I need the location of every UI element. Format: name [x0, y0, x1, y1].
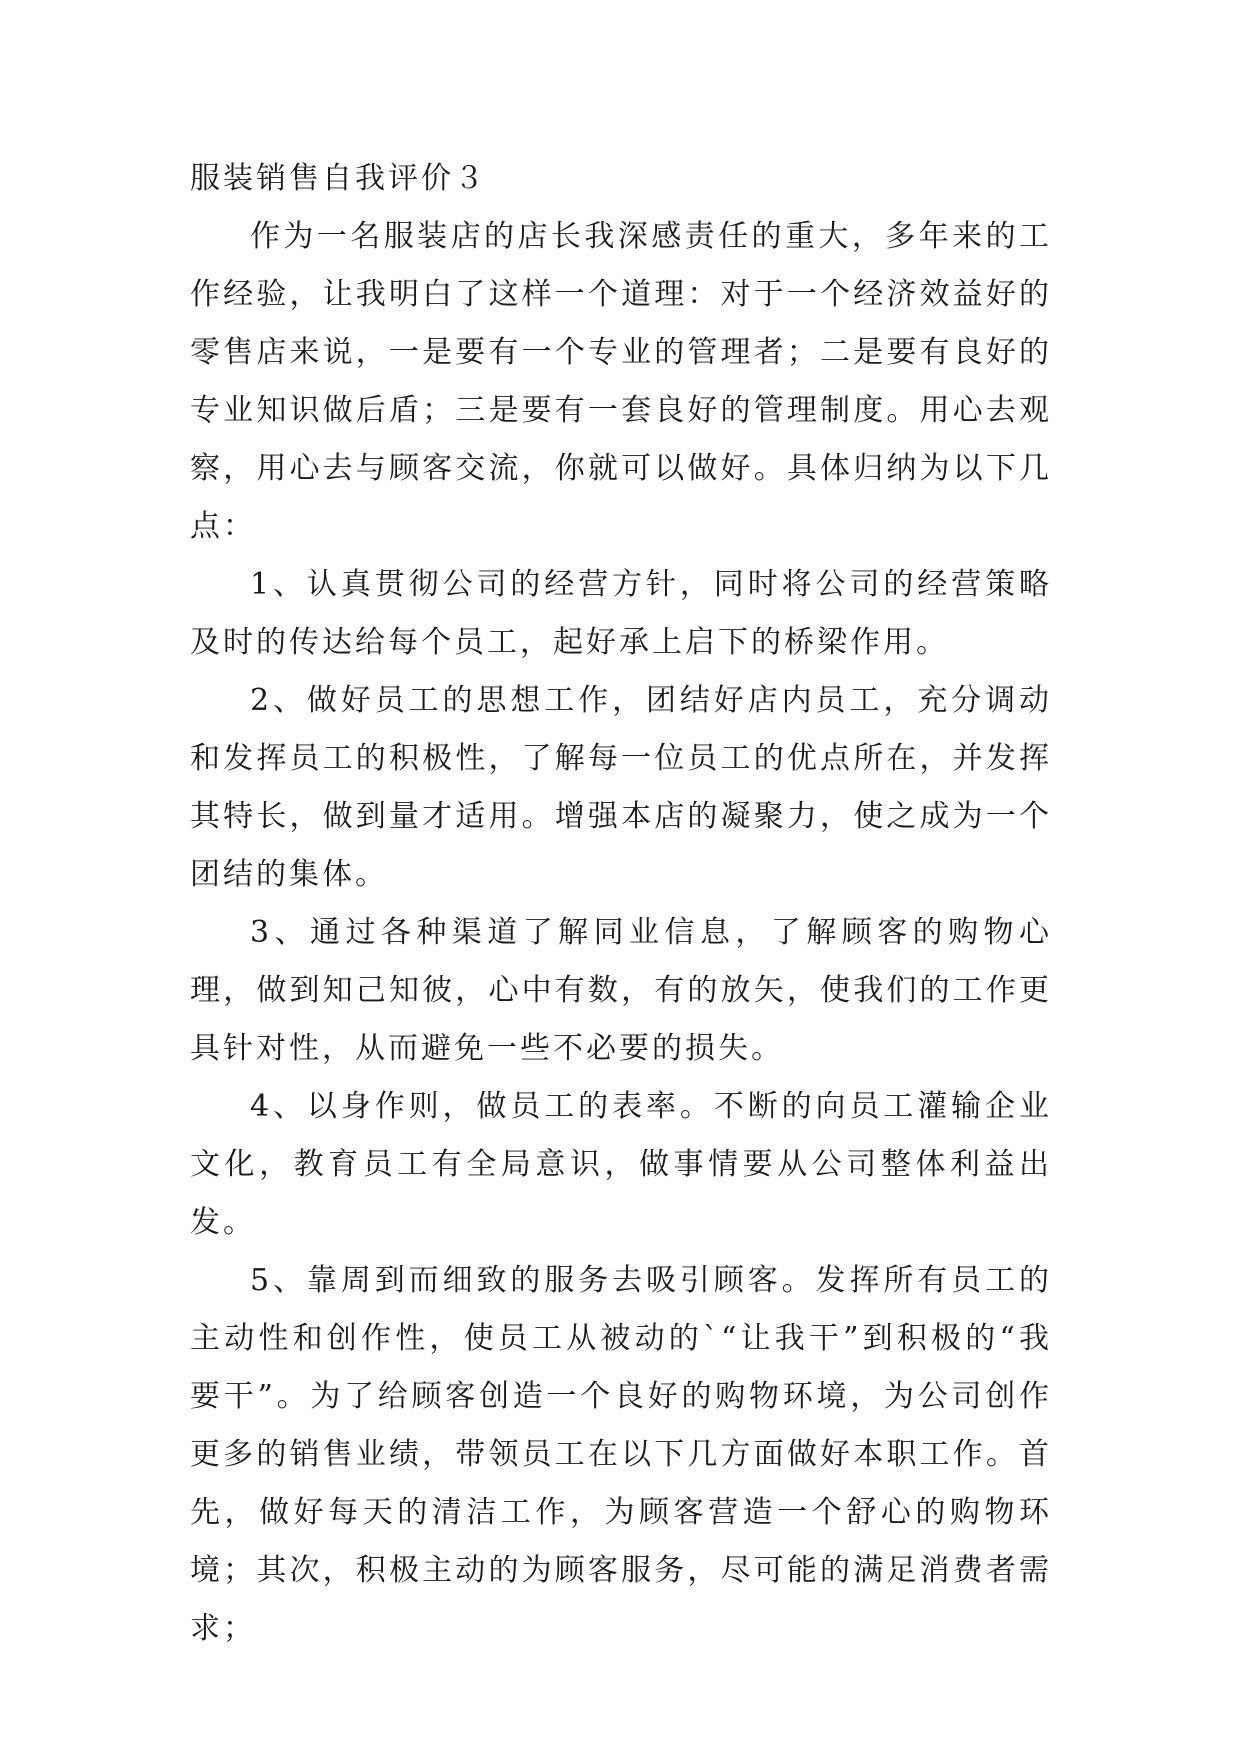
document-title: 服装销售自我评价３: [190, 161, 487, 196]
paragraph-point-3: 3、通过各种渠道了解同业信息，了解顾客的购物心理，做到知己知彼，心中有数，有的放矢，使我们的工作更具针对性，从而避免一些不必要的损失。: [190, 915, 1052, 1066]
paragraph-point-5: 5、靠周到而细致的服务去吸引顾客。发挥所有员工的主动性和创作性，使员工从被动的`“让我干”到积极的“我要干”。为了给顾客创造一个良好的购物环境，为公司创作更多的销售业绩，带领员工在以下几方面做好本职工作。首先，做好每天的清洁工作，为顾客营造一个舒心的购物环境；其次，积极主动的为顾客服务，尽可能的满足消费者需求；: [190, 1263, 1052, 1646]
paragraph-point-2: 2、做好员工的思想工作，团结好店内员工，充分调动和发挥员工的积极性，了解每一位员工的优点所在，并发挥其特长，做到量才适用。增强本店的凝聚力，使之成为一个团结的集体。: [190, 683, 1052, 892]
paragraph-point-1: 1、认真贯彻公司的经营方针，同时将公司的经营策略及时的传达给每个员工，起好承上启下的桥梁作用。: [190, 567, 1052, 660]
paragraph-intro: 作为一名服装店的店长我深感责任的重大，多年来的工作经验，让我明白了这样一个道理：对于一个经济效益好的零售店来说，一是要有一个专业的管理者；二是要有良好的专业知识做后盾；三是要有一套良好的管理制度。用心去观察，用心去与顾客交流，你就可以做好。具体归纳为以下几点：: [190, 219, 1052, 544]
paragraph-point-4: 4、以身作则，做员工的表率。不断的向员工灌输企业文化，教育员工有全局意识，做事情要从公司整体利益出发。: [190, 1089, 1052, 1240]
document-page: [190, 150, 1052, 1658]
